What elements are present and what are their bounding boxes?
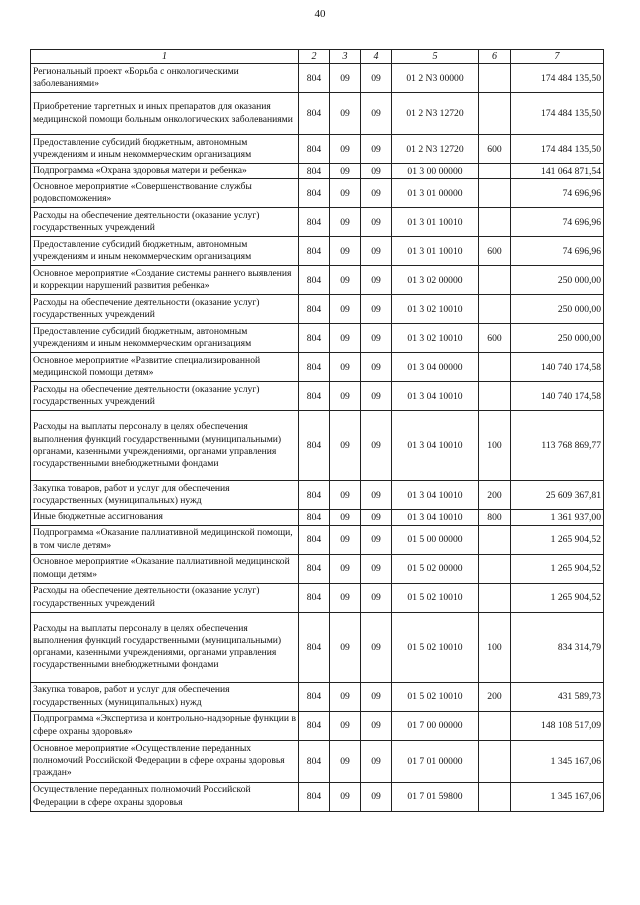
section-code: 09 <box>330 164 361 179</box>
table-body <box>31 64 604 812</box>
column-header: 3 <box>330 50 361 64</box>
row-title: Осуществление переданных полномочий Российской Федерации в сфере охраны здоровья <box>31 782 299 811</box>
department-code: 804 <box>299 164 330 179</box>
department-code: 804 <box>299 682 330 711</box>
department-code: 804 <box>299 782 330 811</box>
table-row <box>31 481 604 510</box>
amount: 74 696,96 <box>511 179 604 208</box>
subsection-code: 09 <box>361 179 392 208</box>
row-title: Расходы на обеспечение деятельности (оказание услуг) государственных учреждений <box>31 583 299 612</box>
subsection-code: 09 <box>361 382 392 411</box>
table-row <box>31 93 604 135</box>
target-article-code: 01 3 04 10010 <box>392 411 479 481</box>
section-code: 09 <box>330 525 361 554</box>
section-code: 09 <box>330 324 361 353</box>
budget-table <box>30 49 604 812</box>
department-code: 804 <box>299 481 330 510</box>
amount: 148 108 517,09 <box>511 711 604 740</box>
column-header: 7 <box>511 50 604 64</box>
table-row <box>31 740 604 782</box>
target-article-code: 01 7 01 00000 <box>392 740 479 782</box>
expense-type-code <box>479 740 511 782</box>
subsection-code: 09 <box>361 295 392 324</box>
subsection-code: 09 <box>361 237 392 266</box>
subsection-code: 09 <box>361 353 392 382</box>
amount: 140 740 174,58 <box>511 382 604 411</box>
amount: 1 345 167,06 <box>511 782 604 811</box>
amount: 250 000,00 <box>511 324 604 353</box>
expense-type-code <box>479 353 511 382</box>
subsection-code: 09 <box>361 583 392 612</box>
expense-type-code <box>479 711 511 740</box>
subsection-code: 09 <box>361 481 392 510</box>
target-article-code: 01 7 00 00000 <box>392 711 479 740</box>
amount: 250 000,00 <box>511 266 604 295</box>
target-article-code: 01 3 02 00000 <box>392 266 479 295</box>
amount: 140 740 174,58 <box>511 353 604 382</box>
expense-type-code <box>479 525 511 554</box>
section-code: 09 <box>330 353 361 382</box>
section-code: 09 <box>330 782 361 811</box>
section-code: 09 <box>330 711 361 740</box>
section-code: 09 <box>330 554 361 583</box>
department-code: 804 <box>299 583 330 612</box>
section-code: 09 <box>330 682 361 711</box>
table-row <box>31 135 604 164</box>
section-code: 09 <box>330 93 361 135</box>
subsection-code: 09 <box>361 266 392 295</box>
expense-type-code <box>479 93 511 135</box>
target-article-code: 01 5 02 00000 <box>392 554 479 583</box>
table-row <box>31 382 604 411</box>
table-row <box>31 525 604 554</box>
subsection-code: 09 <box>361 554 392 583</box>
row-title: Региональный проект «Борьба с онкологическими заболеваниями» <box>31 64 299 93</box>
amount: 1 265 904,52 <box>511 554 604 583</box>
department-code: 804 <box>299 411 330 481</box>
amount: 431 589,73 <box>511 682 604 711</box>
department-code: 804 <box>299 266 330 295</box>
row-title: Расходы на выплаты персоналу в целях обеспечения выполнения функций государственными (муниципальными) органами, казенными учреждениями, органами управления государственными внебюджетными фондами <box>31 411 299 481</box>
row-title: Основное мероприятие «Совершенствование службы родовспоможения» <box>31 179 299 208</box>
table-row <box>31 295 604 324</box>
row-title: Приобретение таргетных и иных препаратов для оказания медицинской помощи больным онкологических заболеваниями <box>31 93 299 135</box>
department-code: 804 <box>299 135 330 164</box>
subsection-code: 09 <box>361 612 392 682</box>
expense-type-code: 200 <box>479 682 511 711</box>
amount: 1 265 904,52 <box>511 525 604 554</box>
subsection-code: 09 <box>361 525 392 554</box>
department-code: 804 <box>299 612 330 682</box>
target-article-code: 01 3 04 00000 <box>392 353 479 382</box>
row-title: Расходы на обеспечение деятельности (оказание услуг) государственных учреждений <box>31 382 299 411</box>
section-code: 09 <box>330 612 361 682</box>
target-article-code: 01 3 01 10010 <box>392 208 479 237</box>
subsection-code: 09 <box>361 208 392 237</box>
row-title: Расходы на выплаты персоналу в целях обеспечения выполнения функций государственными (муниципальными) органами, казенными учреждениями, органами управления государственными внебюджетными фондами <box>31 612 299 682</box>
table-row <box>31 510 604 525</box>
row-title: Закупка товаров, работ и услуг для обеспечения государственных (муниципальных) нужд <box>31 481 299 510</box>
department-code: 804 <box>299 324 330 353</box>
section-code: 09 <box>330 510 361 525</box>
subsection-code: 09 <box>361 510 392 525</box>
department-code: 804 <box>299 554 330 583</box>
table-row <box>31 324 604 353</box>
section-code: 09 <box>330 237 361 266</box>
department-code: 804 <box>299 179 330 208</box>
section-code: 09 <box>330 583 361 612</box>
row-title: Расходы на обеспечение деятельности (оказание услуг) государственных учреждений <box>31 295 299 324</box>
table-row <box>31 64 604 93</box>
subsection-code: 09 <box>361 711 392 740</box>
column-header: 2 <box>299 50 330 64</box>
row-title: Подпрограмма «Оказание паллиативной медицинской помощи, в том числе детям» <box>31 525 299 554</box>
expense-type-code: 100 <box>479 411 511 481</box>
section-code: 09 <box>330 135 361 164</box>
amount: 1 265 904,52 <box>511 583 604 612</box>
amount: 174 484 135,50 <box>511 93 604 135</box>
row-title: Предоставление субсидий бюджетным, автономным учреждениям и иным некоммерческим организациям <box>31 135 299 164</box>
department-code: 804 <box>299 64 330 93</box>
section-code: 09 <box>330 208 361 237</box>
target-article-code: 01 2 N3 12720 <box>392 135 479 164</box>
column-header: 6 <box>479 50 511 64</box>
subsection-code: 09 <box>361 411 392 481</box>
target-article-code: 01 3 04 10010 <box>392 481 479 510</box>
subsection-code: 09 <box>361 93 392 135</box>
amount: 174 484 135,50 <box>511 135 604 164</box>
subsection-code: 09 <box>361 164 392 179</box>
expense-type-code <box>479 295 511 324</box>
table-row <box>31 208 604 237</box>
department-code: 804 <box>299 525 330 554</box>
department-code: 804 <box>299 711 330 740</box>
row-title: Закупка товаров, работ и услуг для обеспечения государственных (муниципальных) нужд <box>31 682 299 711</box>
department-code: 804 <box>299 208 330 237</box>
subsection-code: 09 <box>361 740 392 782</box>
amount: 1 345 167,06 <box>511 740 604 782</box>
table-row <box>31 179 604 208</box>
page-number: 40 <box>314 8 326 20</box>
department-code: 804 <box>299 353 330 382</box>
target-article-code: 01 5 02 10010 <box>392 583 479 612</box>
department-code: 804 <box>299 93 330 135</box>
row-title: Основное мероприятие «Создание системы раннего выявления и коррекции нарушений развития ребенка» <box>31 266 299 295</box>
expense-type-code <box>479 382 511 411</box>
target-article-code: 01 3 01 10010 <box>392 237 479 266</box>
section-code: 09 <box>330 179 361 208</box>
department-code: 804 <box>299 740 330 782</box>
section-code: 09 <box>330 382 361 411</box>
section-code: 09 <box>330 740 361 782</box>
subsection-code: 09 <box>361 135 392 164</box>
amount: 25 609 367,81 <box>511 481 604 510</box>
amount: 174 484 135,50 <box>511 64 604 93</box>
amount: 113 768 869,77 <box>511 411 604 481</box>
table-row <box>31 266 604 295</box>
row-title: Расходы на обеспечение деятельности (оказание услуг) государственных учреждений <box>31 208 299 237</box>
table-header <box>31 50 604 64</box>
column-number-row <box>31 50 604 64</box>
expense-type-code <box>479 64 511 93</box>
amount: 74 696,96 <box>511 208 604 237</box>
expense-type-code <box>479 164 511 179</box>
expense-type-code: 600 <box>479 135 511 164</box>
amount: 141 064 871,54 <box>511 164 604 179</box>
subsection-code: 09 <box>361 324 392 353</box>
table-row <box>31 682 604 711</box>
expense-type-code: 100 <box>479 612 511 682</box>
section-code: 09 <box>330 266 361 295</box>
target-article-code: 01 3 04 10010 <box>392 382 479 411</box>
row-title: Иные бюджетные ассигнования <box>31 510 299 525</box>
subsection-code: 09 <box>361 64 392 93</box>
table-row <box>31 164 604 179</box>
table-row <box>31 237 604 266</box>
target-article-code: 01 3 02 10010 <box>392 295 479 324</box>
section-code: 09 <box>330 64 361 93</box>
column-header: 4 <box>361 50 392 64</box>
amount: 834 314,79 <box>511 612 604 682</box>
target-article-code: 01 2 N3 00000 <box>392 64 479 93</box>
row-title: Подпрограмма «Экспертиза и контрольно-надзорные функции в сфере охраны здоровья» <box>31 711 299 740</box>
expense-type-code <box>479 208 511 237</box>
department-code: 804 <box>299 510 330 525</box>
expense-type-code: 600 <box>479 324 511 353</box>
target-article-code: 01 3 04 10010 <box>392 510 479 525</box>
column-header: 5 <box>392 50 479 64</box>
expense-type-code <box>479 782 511 811</box>
amount: 1 361 937,00 <box>511 510 604 525</box>
subsection-code: 09 <box>361 782 392 811</box>
target-article-code: 01 3 02 10010 <box>392 324 479 353</box>
department-code: 804 <box>299 295 330 324</box>
section-code: 09 <box>330 411 361 481</box>
expense-type-code: 200 <box>479 481 511 510</box>
target-article-code: 01 7 01 59800 <box>392 782 479 811</box>
section-code: 09 <box>330 295 361 324</box>
row-title: Предоставление субсидий бюджетным, автономным учреждениям и иным некоммерческим организациям <box>31 237 299 266</box>
subsection-code: 09 <box>361 682 392 711</box>
row-title: Основное мероприятие «Развитие специализированной медицинской помощи детям» <box>31 353 299 382</box>
table-row <box>31 554 604 583</box>
target-article-code: 01 3 00 00000 <box>392 164 479 179</box>
section-code: 09 <box>330 481 361 510</box>
column-header: 1 <box>31 50 299 64</box>
table-row <box>31 411 604 481</box>
table-row <box>31 612 604 682</box>
target-article-code: 01 2 N3 12720 <box>392 93 479 135</box>
row-title: Подпрограмма «Охрана здоровья матери и ребенка» <box>31 164 299 179</box>
amount: 74 696,96 <box>511 237 604 266</box>
expense-type-code <box>479 583 511 612</box>
target-article-code: 01 5 02 10010 <box>392 682 479 711</box>
table-row <box>31 782 604 811</box>
expense-type-code <box>479 554 511 583</box>
target-article-code: 01 5 00 00000 <box>392 525 479 554</box>
target-article-code: 01 5 02 10010 <box>392 612 479 682</box>
department-code: 804 <box>299 237 330 266</box>
expense-type-code <box>479 266 511 295</box>
table-row <box>31 583 604 612</box>
table-row <box>31 711 604 740</box>
row-title: Основное мероприятие «Оказание паллиативной медицинской помощи детям» <box>31 554 299 583</box>
amount: 250 000,00 <box>511 295 604 324</box>
table-row <box>31 353 604 382</box>
expense-type-code: 800 <box>479 510 511 525</box>
expense-type-code: 600 <box>479 237 511 266</box>
department-code: 804 <box>299 382 330 411</box>
target-article-code: 01 3 01 00000 <box>392 179 479 208</box>
row-title: Предоставление субсидий бюджетным, автономным учреждениям и иным некоммерческим организациям <box>31 324 299 353</box>
row-title: Основное мероприятие «Осуществление переданных полномочий Российской Федерации в сфере охраны здоровья граждан» <box>31 740 299 782</box>
expense-type-code <box>479 179 511 208</box>
